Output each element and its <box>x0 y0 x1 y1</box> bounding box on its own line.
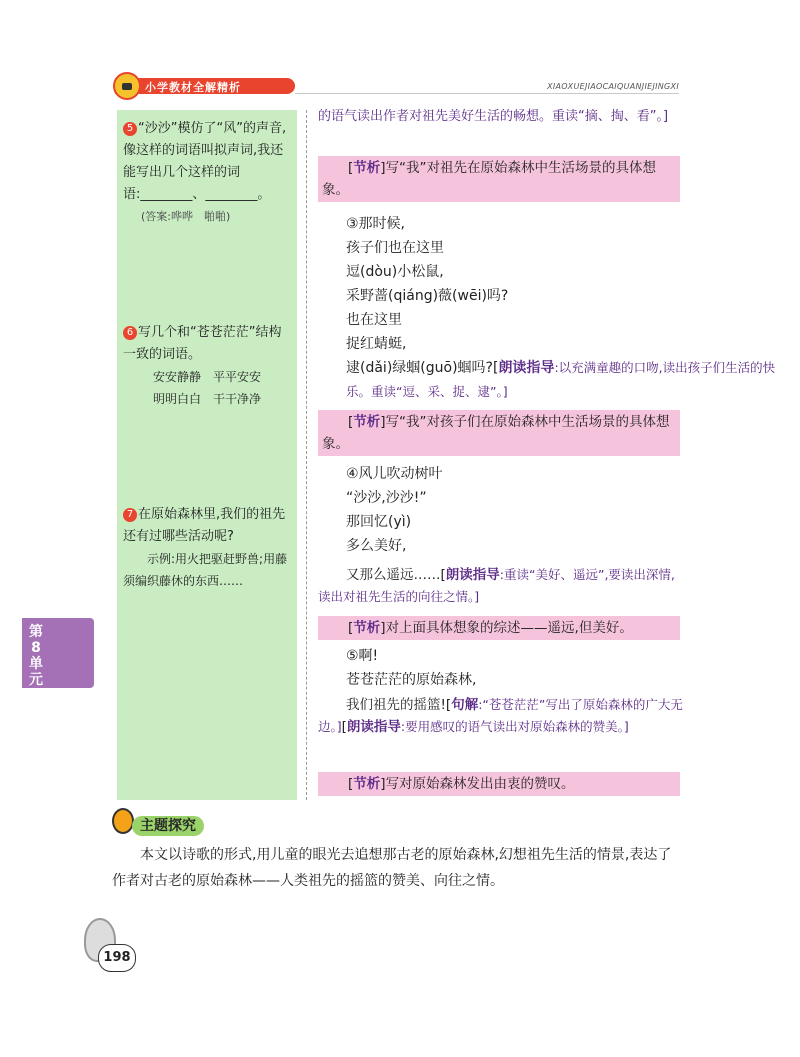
analysis-label: 节析 <box>353 160 381 176</box>
poem-line: ⑤啊! <box>346 648 379 664</box>
poem-line: ③那时候, <box>346 216 406 232</box>
note-question: 写几个和“苍苍茫茫”结构一致的词语。 <box>123 325 282 362</box>
analysis-text: 写“我”对祖先在原始森林中生活场景的具体想象。 <box>322 160 657 198</box>
analysis-text: 对上面具体想象的综述——遥远,但美好。 <box>385 620 633 636</box>
unit-tab <box>22 618 94 688</box>
section-analysis-box: [节析]对上面具体想象的综述——遥远,但美好。 <box>318 616 680 640</box>
column-divider <box>306 110 307 800</box>
read-guide-continuation: 的语气读出作者对祖先美好生活的畅想。重读“摘、掏、看”。] <box>318 109 669 124</box>
section-analysis-box: [节析]写“我”对孩子们在原始森林中生活场景的具体想象。 <box>318 410 680 456</box>
analysis-label: 节析 <box>353 620 381 636</box>
poem-line: ④风儿吹动树叶 <box>346 466 443 482</box>
unit-tab-char: 元 <box>29 672 43 688</box>
note-number-badge: 5 <box>123 122 137 136</box>
poem-line: 采野蔷(qiáng)薇(wēi)吗? <box>346 288 509 304</box>
header-subtitle: XIAOXUEJIAOCAIQUANJIEJINGXI <box>547 82 679 91</box>
poem-line: 那回忆(yì) <box>346 514 412 530</box>
note-answer-line: 明明白白 干干净净 <box>153 392 262 406</box>
note-number-badge: 6 <box>123 326 137 340</box>
analysis-text: 写对原始森林发出由衷的赞叹。 <box>385 776 575 792</box>
analysis-label: 节析 <box>353 776 381 792</box>
poem-line: 也在这里 <box>346 312 402 328</box>
header-title: 小学教材全解精析 <box>145 81 241 94</box>
poem-line: 苍苍茫茫的原始森林, <box>346 672 477 688</box>
poem-line: 孩子们也在这里 <box>346 240 444 256</box>
note-question: “沙沙”模仿了“风”的声音,像这样的词语叫拟声词,我还能写出几个这样的词语:________、________。 <box>123 121 287 202</box>
stanza-5-last-line: 我们祖先的摇篮![句解:“苍苍茫茫”写出了原始森林的广大无边。][朗读指导:要用感叹的语气读出对原始森林的赞美。] <box>318 697 683 735</box>
page-header <box>115 72 679 100</box>
poem-line: 又那么遥远…… <box>346 567 441 583</box>
read-guide-label: 朗读指导 <box>498 360 555 376</box>
read-guide-text: :要用感叹的语气读出对原始森林的赞美。] <box>400 719 629 734</box>
note-answer-line: 安安静静 平平安安 <box>153 370 262 384</box>
bee-mascot-icon <box>112 808 134 834</box>
note-answer: (答案:哗哗 啪啪) <box>141 210 231 223</box>
poem-line: 多么美好, <box>346 538 407 554</box>
read-guide-label: 朗读指导 <box>346 719 401 735</box>
unit-tab-char: 8 <box>31 640 41 656</box>
theme-section-header <box>112 802 242 838</box>
stanza-5 <box>346 644 476 692</box>
unit-tab-char: 单 <box>29 656 43 672</box>
book-logo-icon <box>113 72 141 100</box>
theme-summary: 本文以诗歌的形式,用儿童的眼光去追想那古老的原始森林,幻想祖先生活的情景,表达了作者对古老的原始森林——人类祖先的摇篮的赞美、向往之情。 <box>112 847 672 889</box>
stanza-3: ③那时候, 孩子们也在这里 逗(dòu)小松鼠, 采野蔷(qiáng)薇(wēi)吗? 也在这里 捉红蜻蜓, 逮(dǎi)绿蝈(guō)蝈吗?[朗读指导:以充满童趣的口吻,读出孩子们生活的快乐。重读“逗、采、捉、逮”。] <box>346 212 800 404</box>
note-number-badge: 7 <box>123 508 137 522</box>
read-guide-text: :以充满童趣的口吻,读出孩子们生活的快乐。重读“逗、采、捉、逮”。] <box>346 360 776 399</box>
page-number: 198 <box>98 944 136 972</box>
analysis-text: 写“我”对孩子们在原始森林中生活场景的具体想象。 <box>322 414 670 452</box>
poem-line: 我们祖先的摇篮! <box>346 697 446 713</box>
stanza-4-last-line: 又那么遥远……[朗读指导:重读“美好、遥远”,要读出深情,读出对祖先生活的向往之情。] <box>318 567 675 604</box>
note-answer: 示例:用火把驱赶野兽;用藤须编织藤休的东西…… <box>123 552 288 588</box>
side-note-6 <box>123 322 291 410</box>
theme-section-title: 主题探究 <box>132 816 204 836</box>
header-rule <box>295 93 679 94</box>
poem-line: 逗(dòu)小松鼠, <box>346 264 444 280</box>
unit-tab-char: 第 <box>29 624 43 640</box>
section-analysis-box: [节析]写对原始森林发出由衷的赞叹。 <box>318 772 680 796</box>
sentence-analysis-text: :“苍苍茫茫”写出了原始森林的广大无边。] <box>318 697 683 734</box>
read-guide-text: :重读“美好、遥远”,要读出深情,读出对祖先生活的向往之情。] <box>318 567 675 604</box>
side-note-7 <box>123 504 291 592</box>
side-note-5 <box>123 118 291 228</box>
section-analysis-box: [节析]写“我”对祖先在原始森林中生活场景的具体想象。 <box>318 156 680 202</box>
stanza-4 <box>346 462 443 558</box>
analysis-label: 节析 <box>353 414 381 430</box>
poem-line: 逮(dǎi)绿蝈(guō)蝈吗? <box>346 360 493 376</box>
poem-line: 捉红蜻蜓, <box>346 336 407 352</box>
read-guide-label: 朗读指导 <box>445 567 500 583</box>
poem-line: “沙沙,沙沙!” <box>346 490 427 506</box>
sentence-analysis-label: 句解 <box>451 697 479 713</box>
note-question: 在原始森林里,我们的祖先还有过哪些活动呢? <box>123 507 286 544</box>
